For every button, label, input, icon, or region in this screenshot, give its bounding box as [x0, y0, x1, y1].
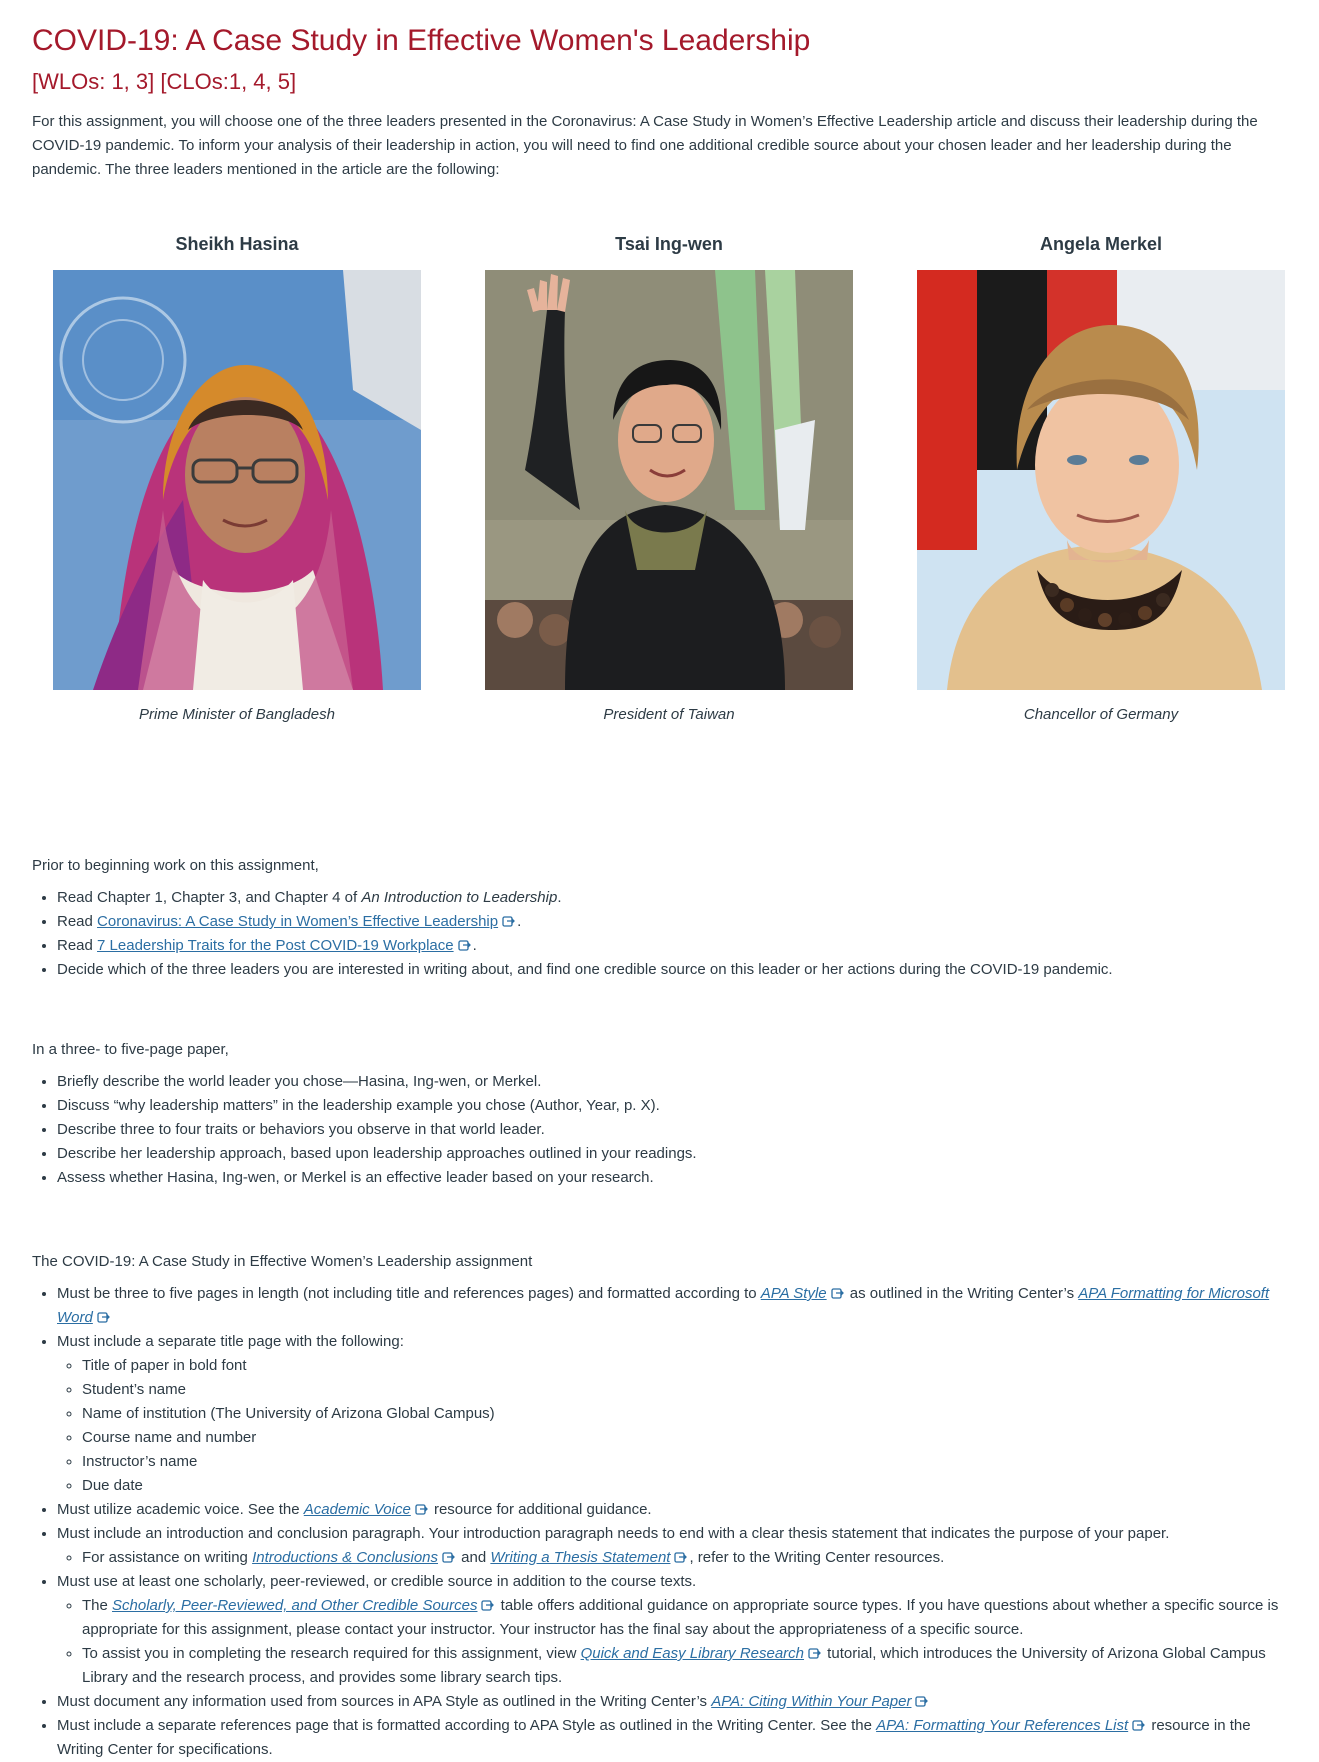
external-link-icon: [674, 1551, 687, 1563]
library-research-link[interactable]: Quick and Easy Library Research: [580, 1645, 805, 1662]
sub-list-item: [82, 1594, 1293, 1642]
external-link-icon: [97, 1311, 110, 1323]
requirements-list: [32, 1282, 1293, 1762]
external-link-icon: [1132, 1719, 1145, 1731]
leader-photo-tsai: [485, 270, 853, 690]
list-item: [57, 934, 1293, 958]
item-text: Must utilize academic voice. See the: [57, 1501, 304, 1518]
credible-sources-link[interactable]: Scholarly, Peer-Reviewed, and Other Credible Sources: [112, 1597, 478, 1614]
leader-caption: Chancellor of Germany: [1023, 706, 1179, 723]
list-item: [57, 1714, 1293, 1762]
item-text: Must document any information used from sources in APA Style as outlined in the Writing Center’s: [57, 1693, 712, 1710]
list-item: [57, 1522, 1293, 1570]
item-text: and: [457, 1549, 491, 1566]
list-item: [57, 1282, 1293, 1330]
list-item: [57, 910, 1293, 934]
item-text: Must include an introduction and conclusion paragraph. Your introduction paragraph needs to end with a clear thesis statement that indicates the purpose of your paper.: [57, 1525, 1170, 1542]
leader-caption: Prime Minister of Bangladesh: [139, 706, 335, 723]
external-link-icon: [808, 1647, 821, 1659]
item-text: .: [517, 913, 522, 930]
item-text: resource in the Writing Center for specifications.: [57, 1717, 1251, 1758]
list-item: [57, 886, 1293, 910]
learning-outcomes: [WLOs: 1, 3] [CLOs:1, 4, 5]: [32, 69, 297, 94]
item-text: Read: [57, 937, 98, 954]
sub-list-item: ◦ Instructor’s name: [82, 1450, 1293, 1474]
external-link-icon: [415, 1503, 428, 1515]
item-text: tutorial, which introduces the University of Arizona Global Campus Library and the research process, and provides some library search tips.: [82, 1645, 1266, 1686]
academic-voice-link[interactable]: Academic Voice: [303, 1501, 411, 1518]
title-page-sublist: [57, 1354, 1293, 1498]
item-text: Read: [57, 913, 98, 930]
apa-references-link[interactable]: APA: Formatting Your References List: [876, 1717, 1129, 1734]
leader-photo-merkel: [917, 270, 1285, 690]
leadership-traits-link[interactable]: 7 Leadership Traits for the Post COVID-19 Workplace: [97, 937, 454, 954]
item-text: Must include a separate title page with the following:: [57, 1333, 404, 1350]
intros-conclusions-link[interactable]: Introductions & Conclusions: [252, 1549, 439, 1566]
leader-name: Tsai Ing-wen: [615, 234, 723, 254]
external-link-icon: [502, 915, 515, 927]
page-title: COVID-19: A Case Study in Effective Women's Leadership: [32, 24, 811, 57]
leader-name: Angela Merkel: [1039, 234, 1163, 254]
prior-lead: Prior to beginning work on this assignment,: [32, 857, 319, 874]
sub-list-item: ◦ Title of paper in bold font: [82, 1354, 1293, 1378]
external-link-icon: [831, 1287, 844, 1299]
leader-card-merkel: [916, 232, 1286, 726]
sub-list-item: [82, 1642, 1293, 1690]
intro-paragraph: For this assignment, you will choose one of the three leaders presented in the Coronavirus: A Case Study in Women’s Effective Leadership article and discuss their leadership during the COVID-19 pandemic. To inform your analysis of their leadership in action, you will need to find one additional credible source about your chosen leader and her leadership during the pandemic. The three leaders mentioned in the article are the following:: [32, 113, 1258, 178]
item-text: For assistance on writing: [82, 1549, 253, 1566]
apa-citing-link[interactable]: APA: Citing Within Your Paper: [711, 1693, 912, 1710]
item-text: .: [557, 889, 562, 906]
item-text: To assist you in completing the research required for this assignment, view: [82, 1645, 581, 1662]
list-item: [57, 1690, 1293, 1714]
assignment-lead: The COVID-19: A Case Study in Effective Women’s Leadership assignment: [32, 1253, 533, 1270]
list-item: • Decide which of the three leaders you are interested in writing about, and find one credible source on this leader or her actions during the COVID-19 pandemic.: [57, 958, 1293, 982]
list-item: • Describe three to four traits or behaviors you observe in that world leader.: [57, 1118, 1293, 1142]
item-text: Must use at least one scholarly, peer-reviewed, or credible source in addition to the course texts.: [57, 1573, 697, 1590]
sub-list-item: ◦ Student’s name: [82, 1378, 1293, 1402]
sub-list-item: ◦ Course name and number: [82, 1426, 1293, 1450]
item-text: as outlined in the Writing Center’s: [845, 1285, 1079, 1302]
sub-list-item: ◦ Name of institution (The University of Arizona Global Campus): [82, 1402, 1293, 1426]
list-item: [57, 1570, 1293, 1690]
item-text: The: [82, 1597, 113, 1614]
paper-lead: In a three- to five-page paper,: [32, 1041, 229, 1058]
leader-card-hasina: [52, 232, 422, 726]
apa-style-link[interactable]: APA Style: [760, 1285, 827, 1302]
leader-photo-hasina: [53, 270, 421, 690]
item-text: table offers additional guidance on appropriate source types. If you have questions about whether a specific source is appropriate for this assignment, please contact your instructor. Your instructor has the final say about the appropriateness of a specific source.: [82, 1597, 1279, 1638]
paper-list: [32, 1070, 1293, 1190]
intro-sublist: [57, 1546, 1293, 1570]
item-text: Read Chapter 1, Chapter 3, and Chapter 4 of: [57, 889, 362, 906]
apa-formatting-word-link[interactable]: APA Formatting for Microsoft Word: [57, 1285, 1270, 1326]
leaders-gallery: [32, 232, 1293, 792]
sources-sublist: [57, 1594, 1293, 1690]
list-item: [57, 1498, 1293, 1522]
list-item: • Assess whether Hasina, Ing-wen, or Merkel is an effective leader based on your research.: [57, 1166, 1293, 1190]
list-item: • Discuss “why leadership matters” in the leadership example you chose (Author, Year, p. X).: [57, 1094, 1293, 1118]
item-text: .: [472, 937, 477, 954]
external-link-icon: [442, 1551, 455, 1563]
list-item: • Briefly describe the world leader you chose—Hasina, Ing-wen, or Merkel.: [57, 1070, 1293, 1094]
item-text: , refer to the Writing Center resources.: [689, 1549, 945, 1566]
list-item: • Describe her leadership approach, based upon leadership approaches outlined in your readings.: [57, 1142, 1293, 1166]
leader-card-tsai: [484, 232, 854, 726]
item-text: Must include a separate references page that is formatted according to APA Style as outlined in the Writing Center. See the: [57, 1717, 877, 1734]
coronavirus-article-link[interactable]: Coronavirus: A Case Study in Women’s Effective Leadership: [97, 913, 499, 930]
leader-name: Sheikh Hasina: [175, 234, 299, 254]
external-link-icon: [915, 1695, 928, 1707]
external-link-icon: [481, 1599, 494, 1611]
prior-list: [32, 886, 1293, 982]
book-title: An Introduction to Leadership: [361, 889, 558, 906]
leader-caption: President of Taiwan: [603, 706, 735, 723]
item-text: resource for additional guidance.: [429, 1501, 652, 1518]
sub-list-item: [82, 1546, 1293, 1570]
thesis-statement-link[interactable]: Writing a Thesis Statement: [490, 1549, 671, 1566]
external-link-icon: [458, 939, 471, 951]
sub-list-item: ◦ Due date: [82, 1474, 1293, 1498]
list-item: [57, 1330, 1293, 1498]
item-text: Must be three to five pages in length (not including title and references pages) and formatted according to: [57, 1285, 761, 1302]
